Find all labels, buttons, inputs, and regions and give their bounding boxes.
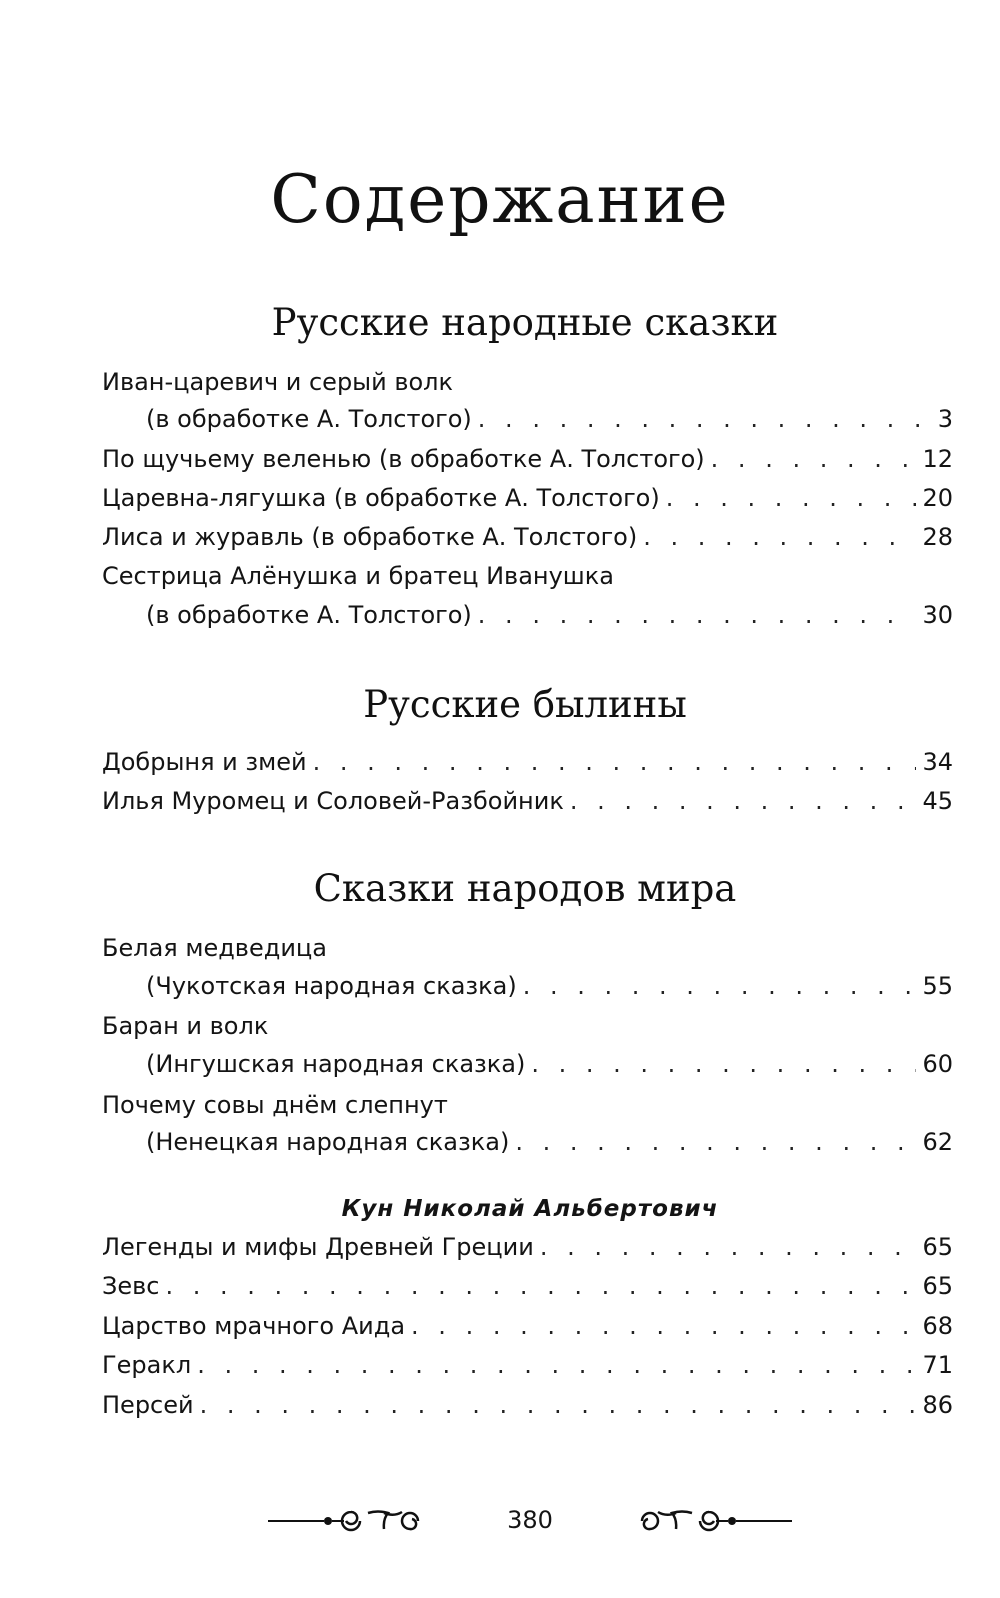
scroll-ornament-icon	[632, 1506, 792, 1536]
toc-entry[interactable]	[102, 1266, 953, 1306]
toc-entry[interactable]	[146, 966, 953, 1006]
toc-entry-subtitle: (Чукотская народная сказка)	[146, 972, 517, 1000]
toc-entry-title: Лиса и журавль (в обработке А. Толстого)	[102, 523, 638, 551]
toc-entry[interactable]	[102, 781, 953, 821]
section-heading-world-tales: Сказки народов мира	[313, 867, 737, 910]
toc-page-number: 3	[937, 405, 953, 433]
toc-entry[interactable]	[146, 595, 953, 635]
section-heading-russian-folk-tales: Русские народные сказки	[271, 301, 779, 344]
toc-entry[interactable]	[146, 1044, 953, 1084]
leader-dots	[540, 1227, 917, 1267]
leader-dots	[515, 1122, 916, 1162]
toc-entry[interactable]	[102, 1385, 953, 1425]
page-number: 380	[507, 1506, 553, 1534]
leader-dots	[478, 399, 932, 439]
toc-page-number: 68	[922, 1312, 953, 1340]
toc-entry-subtitle: (в обработке А. Толстого)	[146, 601, 472, 629]
toc-entry-title: Легенды и мифы Древней Греции	[102, 1233, 534, 1261]
leader-dots	[200, 1385, 917, 1425]
author-name: Кун Николай Альбертович	[341, 1196, 719, 1222]
leader-dots	[197, 1345, 916, 1385]
toc-entry-subtitle: (Ингушская народная сказка)	[146, 1050, 526, 1078]
toc-entry[interactable]	[102, 439, 953, 479]
toc-page-number: 60	[922, 1050, 953, 1078]
leader-dots	[711, 439, 917, 479]
leader-dots	[523, 966, 917, 1006]
toc-entry[interactable]	[102, 517, 953, 557]
toc-page-number: 65	[922, 1233, 953, 1261]
toc-entry-subtitle: (Ненецкая народная сказка)	[146, 1128, 510, 1156]
toc-page-number: 30	[922, 601, 953, 629]
toc-entry-title: Белая медведица	[102, 934, 327, 962]
toc-page-number: 86	[922, 1391, 953, 1419]
toc-page-number: 55	[922, 972, 953, 1000]
toc-entry-title: Персей	[102, 1391, 194, 1419]
toc-entry-title: Сестрица Алёнушка и братец Иванушка	[102, 562, 614, 590]
toc-entry[interactable]	[102, 1345, 953, 1385]
toc-entry-title: Добрыня и змей	[102, 748, 307, 776]
toc-page-number: 62	[922, 1128, 953, 1156]
toc-entry-title: Иван-царевич и серый волк	[102, 368, 454, 396]
toc-page-number: 28	[922, 523, 953, 551]
toc-page-number: 34	[922, 748, 953, 776]
toc-entry[interactable]	[146, 399, 953, 439]
toc-entry-title: Баран и волк	[102, 1012, 269, 1040]
toc-entry[interactable]	[102, 1227, 953, 1267]
toc-entry-title: Зевс	[102, 1272, 160, 1300]
toc-entry[interactable]	[102, 1306, 953, 1346]
toc-entry-title: Илья Муромец и Соловей-Разбойник	[102, 787, 564, 815]
toc-page-number: 12	[922, 445, 953, 473]
toc-entry-title: По щучьему веленью (в обработке А. Толстого)	[102, 445, 705, 473]
section-heading-russian-bylinas: Русские былины	[363, 683, 687, 726]
toc-entry[interactable]	[146, 1122, 953, 1162]
toc-page-number: 45	[922, 787, 953, 815]
leader-dots	[411, 1306, 916, 1346]
leader-dots	[166, 1266, 917, 1306]
toc-entry[interactable]	[102, 478, 953, 518]
leader-dots	[643, 517, 916, 557]
toc-entry-title: Почему совы днём слепнут	[102, 1091, 448, 1119]
toc-page-number: 71	[922, 1351, 953, 1379]
scroll-ornament-icon	[268, 1506, 428, 1536]
leader-dots	[570, 781, 917, 821]
toc-entry-title: Царство мрачного Аида	[102, 1312, 406, 1340]
leader-dots	[531, 1044, 916, 1084]
leader-dots	[478, 595, 917, 635]
toc-entry-title: Царевна-лягушка (в обработке А. Толстого)	[102, 484, 660, 512]
leader-dots	[666, 478, 917, 518]
toc-entry-title: Геракл	[102, 1351, 192, 1379]
leader-dots	[313, 742, 917, 782]
page-title: Содержание	[270, 161, 730, 238]
toc-entry[interactable]	[102, 742, 953, 782]
toc-entry-subtitle: (в обработке А. Толстого)	[146, 405, 472, 433]
page-footer	[0, 1500, 1000, 1540]
toc-page-number: 20	[922, 484, 953, 512]
toc-page-number: 65	[922, 1272, 953, 1300]
